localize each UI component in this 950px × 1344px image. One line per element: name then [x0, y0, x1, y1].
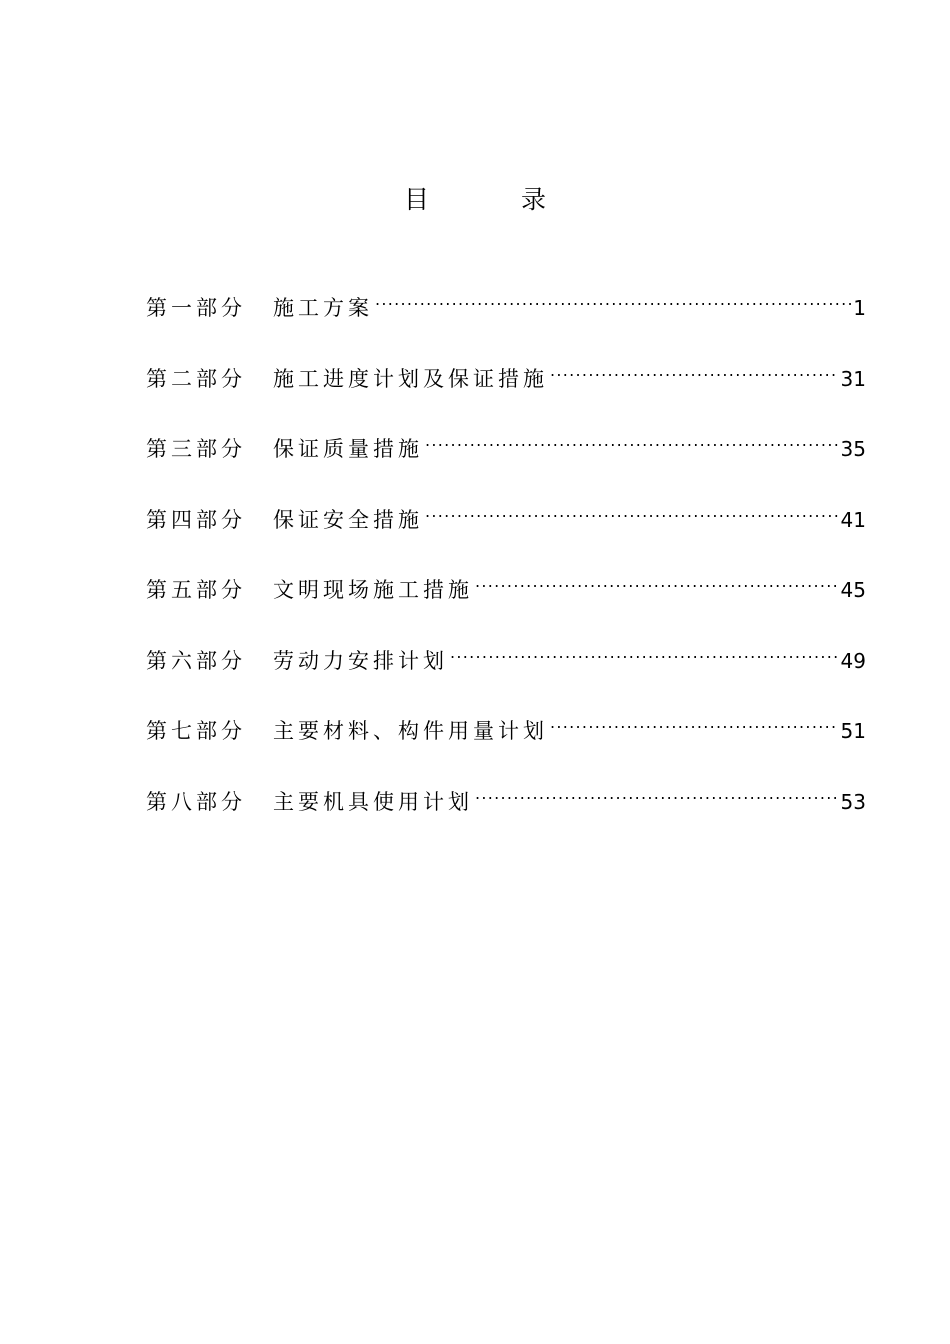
toc-part-label: 第五部分: [146, 578, 246, 602]
toc-section-title: 劳动力安排计划: [273, 648, 448, 673]
toc-section-title: 保证安全措施: [273, 507, 423, 532]
toc-entry[interactable]: [146, 283, 866, 354]
toc-dot-leader: [425, 424, 839, 456]
toc-part-label: 第六部分: [146, 648, 246, 673]
toc-dot-leader: [475, 777, 839, 809]
toc-title: 目 录: [404, 185, 588, 214]
toc-dot-leader: [450, 636, 839, 668]
toc-page-number: 51: [840, 719, 866, 743]
toc-entry[interactable]: [146, 495, 866, 566]
toc-entry[interactable]: [146, 424, 866, 495]
toc-dot-leader: [550, 354, 839, 386]
toc-page-number: 1: [853, 296, 866, 320]
toc-part-label: 第四部分: [146, 507, 246, 532]
toc-entry[interactable]: [146, 565, 866, 636]
toc-page-number: 45: [840, 578, 866, 602]
toc-page-number: 31: [840, 366, 866, 391]
toc-dot-leader: [475, 565, 839, 597]
toc-section-title: 主要机具使用计划: [273, 789, 473, 814]
toc-page-number: 41: [840, 507, 866, 532]
toc-section-title: 文明现场施工措施: [273, 578, 473, 602]
toc-dot-leader: [425, 495, 839, 527]
toc-entry[interactable]: [146, 706, 866, 777]
toc-section-title: 主要材料、构件用量计划: [273, 719, 548, 743]
toc-entry[interactable]: [146, 636, 866, 707]
toc-section-title: 施工进度计划及保证措施: [273, 366, 548, 391]
toc-entry[interactable]: [146, 354, 866, 425]
toc-section-title: 保证质量措施: [273, 437, 423, 461]
toc-list: [146, 283, 866, 847]
toc-entry[interactable]: [146, 777, 866, 848]
toc-page-number: 35: [840, 437, 866, 461]
toc-section-title: 施工方案: [273, 296, 373, 320]
toc-part-label: 第三部分: [146, 437, 246, 461]
toc-dot-leader: [550, 706, 839, 738]
toc-dot-leader: [375, 283, 851, 315]
toc-part-label: 第八部分: [146, 789, 246, 814]
toc-page-number: 53: [840, 789, 866, 814]
toc-page-number: 49: [840, 648, 866, 673]
toc-part-label: 第七部分: [146, 719, 246, 743]
toc-part-label: 第一部分: [146, 296, 246, 320]
toc-part-label: 第二部分: [146, 366, 246, 391]
